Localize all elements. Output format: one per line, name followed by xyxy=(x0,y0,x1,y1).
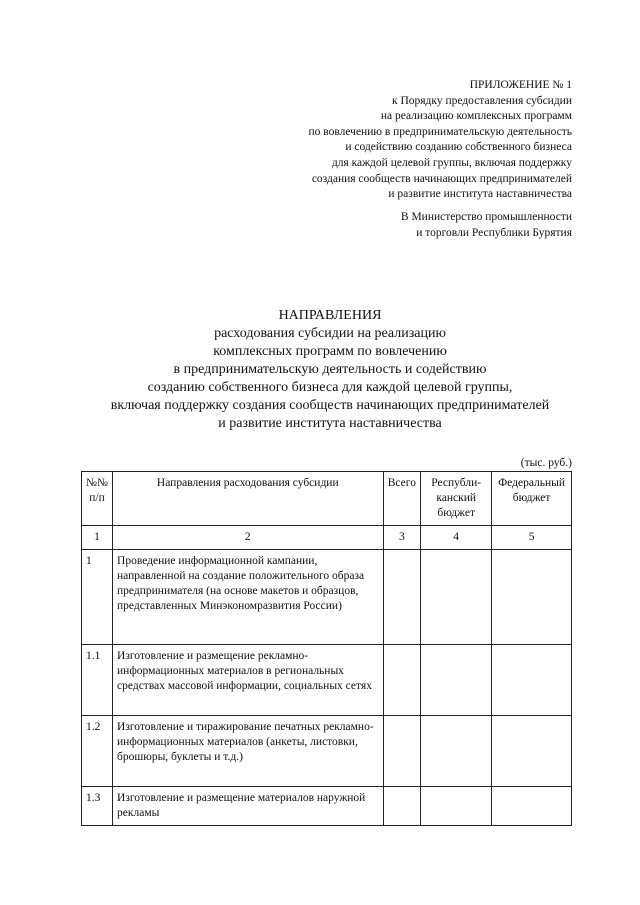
row-republic xyxy=(421,645,492,716)
table-row xyxy=(82,787,572,826)
row-num: 1 xyxy=(82,550,113,645)
row-federal xyxy=(492,787,572,826)
appendix-line: на реализацию комплексных программ xyxy=(380,110,572,123)
title-line: созданию собственного бизнеса для каждой целевой группы, xyxy=(147,380,513,395)
row-federal xyxy=(492,645,572,716)
index-cell: 5 xyxy=(492,526,572,550)
appendix-line: для каждой целевой группы, включая поддержку xyxy=(331,156,572,169)
table-index-row xyxy=(82,526,572,550)
recipient-line: и торговли Республики Бурятия xyxy=(416,226,572,239)
row-federal xyxy=(492,550,572,645)
row-total xyxy=(383,645,421,716)
header-num: №№ п/п xyxy=(82,472,113,526)
row-num: 1.1 xyxy=(82,645,113,716)
appendix-line: и содействию созданию собственного бизнеса xyxy=(345,141,572,154)
row-total xyxy=(383,716,421,787)
recipient-block xyxy=(242,210,572,241)
title-line: в предпринимательскую деятельность и содействию xyxy=(173,362,487,377)
row-direction: Изготовление и размещение рекламно-информационных материалов в региональных средствах массовой информации, социальных сетях xyxy=(113,645,383,716)
table-header-row xyxy=(82,472,572,526)
index-cell: 3 xyxy=(383,526,421,550)
row-num: 1.3 xyxy=(82,787,113,826)
header-direction: Направления расходования субсидии xyxy=(113,472,383,526)
table-row xyxy=(82,716,572,787)
title-line: комплексных программ по вовлечению xyxy=(213,344,447,359)
row-num: 1.2 xyxy=(82,716,113,787)
appendix-line: и развитие института наставничества xyxy=(388,188,572,201)
header-total: Всего xyxy=(383,472,421,526)
row-republic xyxy=(421,716,492,787)
index-cell: 4 xyxy=(421,526,492,550)
row-federal xyxy=(492,716,572,787)
index-cell: 2 xyxy=(113,526,383,550)
row-republic xyxy=(421,787,492,826)
row-total xyxy=(383,550,421,645)
appendix-line: создания сообществ начинающих предпринимателей xyxy=(311,172,572,185)
title-line: расходования субсидии на реализацию xyxy=(214,326,446,341)
header-federal: Федеральный бюджет xyxy=(492,472,572,526)
appendix-line: по вовлечению в предпринимательскую деятельность xyxy=(308,125,572,138)
row-total xyxy=(383,787,421,826)
appendix-line: к Порядку предоставления субсидии xyxy=(392,94,572,107)
title-line: и развитие института наставничества xyxy=(218,416,442,431)
row-direction: Проведение информационной кампании, направленной на создание положительного образа предпринимателя (на основе макетов и образцов, представленных Минэкономразвития России) xyxy=(113,550,383,645)
appendix-line: ПРИЛОЖЕНИЕ № 1 xyxy=(469,79,572,91)
table-row xyxy=(82,645,572,716)
header-republic: Республи-канский бюджет xyxy=(421,472,492,526)
index-cell: 1 xyxy=(82,526,113,550)
row-republic xyxy=(421,550,492,645)
row-direction: Изготовление и размещение материалов наружной рекламы xyxy=(113,787,383,826)
document-title xyxy=(40,307,620,433)
title-heading: НАПРАВЛЕНИЯ xyxy=(278,308,382,323)
expense-table xyxy=(81,471,572,826)
recipient-line: В Министерство промышленности xyxy=(400,211,572,223)
currency-unit: (тыс. руб.) xyxy=(520,457,572,469)
appendix-header xyxy=(242,78,572,203)
table-row xyxy=(82,550,572,645)
row-direction: Изготовление и тиражирование печатных рекламно-информационных материалов (анкеты, листовки, брошюры, буклеты и т.д.) xyxy=(113,716,383,787)
title-line: включая поддержку создания сообществ начинающих предпринимателей xyxy=(110,398,550,413)
